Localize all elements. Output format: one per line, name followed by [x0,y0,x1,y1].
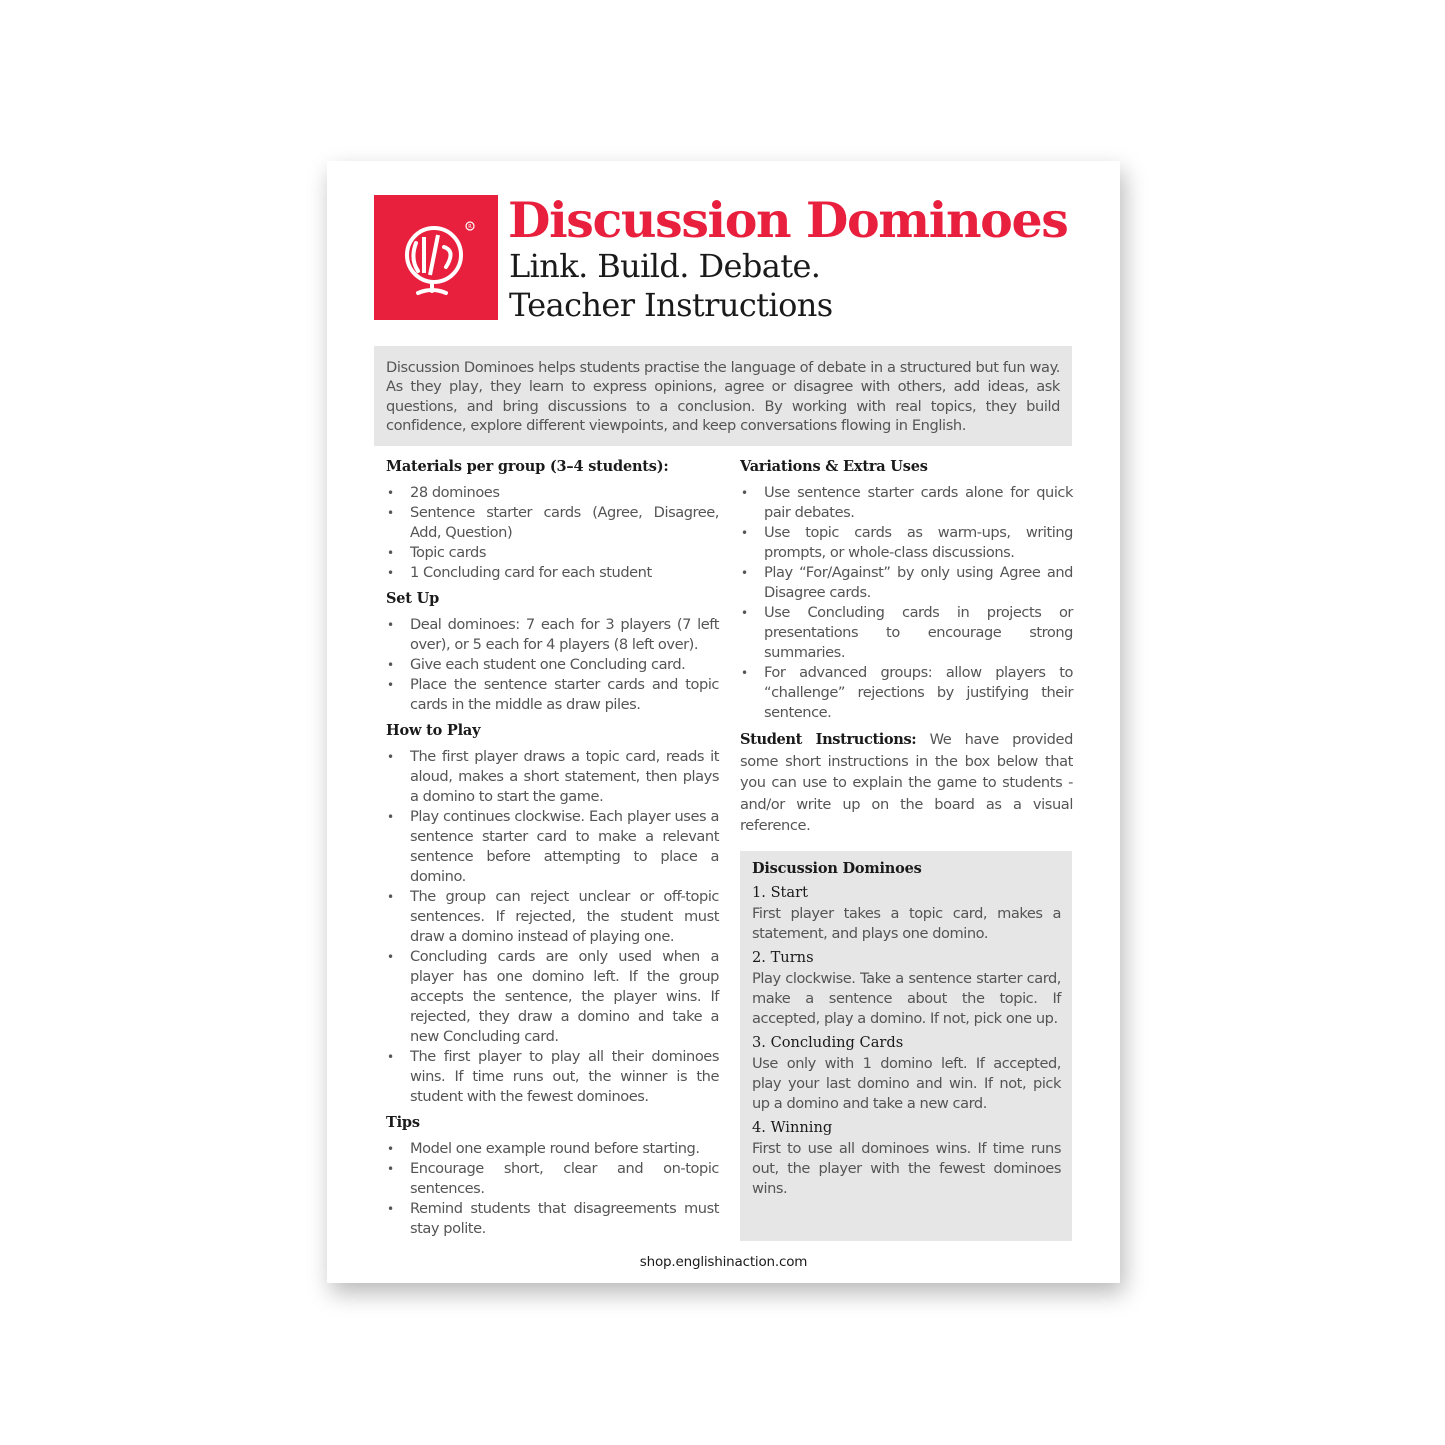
student-instructions-lead: Student Instructions: [740,731,917,748]
box-section-text: Use only with 1 domino left. If accepted, play your last domino and win. If not, pick up a domino and take a new card. [752,1055,1061,1112]
list-item: • Model one example round before starting. [386,1139,719,1159]
svg-text:R: R [468,224,472,230]
list-item: • Topic cards [386,543,719,563]
page-title: Discussion Dominoes [508,191,1068,249]
setup-heading: Set Up [386,590,440,607]
materials-list [386,483,719,583]
list-item: • Place the sentence starter cards and topic cards in the middle as draw piles. [386,675,719,715]
list-item: • The first player to play all their dominoes wins. If time runs out, the winner is the student with the fewest dominoes. [386,1047,719,1107]
student-instructions-text: We have provided some short instructions in the box below that you can use to explain the game to students - and/or write up on the board as a visual reference. [740,731,1073,834]
materials-heading: Materials per group (3–4 students): [386,458,669,475]
list-item: • Use sentence starter cards alone for quick pair debates. [740,483,1073,523]
left-column [386,457,719,1245]
subtitle-doc-type: Teacher Instructions [509,286,833,324]
student-instructions-box [740,851,1072,1241]
list-item: • Sentence starter cards (Agree, Disagree, Add, Question) [386,503,719,543]
box-section-heading: 2. Turns [752,949,814,966]
list-item: • Use topic cards as warm-ups, writing prompts, or whole-class discussions. [740,523,1073,563]
box-section-text: First player takes a topic card, makes a statement, and plays one domino. [752,905,1061,942]
right-column [740,457,1073,837]
box-section-heading: 3. Concluding Cards [752,1034,904,1051]
list-item: • 1 Concluding card for each student [386,563,719,583]
box-title: Discussion Dominoes [752,860,922,877]
list-item: • Play continues clockwise. Each player uses a sentence starter card to make a relevant sentence before attempting to place a domino. [386,807,719,887]
tips-list [386,1139,719,1239]
footer-url[interactable]: shop.englishinaction.com [639,1254,808,1270]
tips-heading: Tips [386,1114,420,1131]
box-section-text: Play clockwise. Take a sentence starter card, make a sentence about the topic. If accepted, play a domino. If not, pick one up. [752,970,1061,1027]
list-item: • The group can reject unclear or off-topic sentences. If rejected, the student must draw a domino instead of playing one. [386,887,719,947]
intro-panel: Discussion Dominoes helps students practise the language of debate in a structured but fun way. As they play, they learn to express opinions, agree or disagree with others, add ideas, ask questions, and bring discussions to a conclusion. By working with real topics, they build confidence, explore different viewpoints, and keep conversations flowing in English. [374,346,1072,446]
list-item: • Remind students that disagreements must stay polite. [386,1199,719,1239]
list-item: • For advanced groups: allow players to “challenge” rejections by justifying their sentence. [740,663,1073,723]
variations-list [740,483,1073,723]
list-item: • Encourage short, clear and on-topic sentences. [386,1159,719,1199]
list-item: • Give each student one Concluding card. [386,655,719,675]
how-to-play-list [386,747,719,1107]
globe-logo-icon [374,195,498,320]
list-item: • Use Concluding cards in projects or presentations to encourage strong summaries. [740,603,1073,663]
student-instructions [740,729,1073,837]
box-section-heading: 4. Winning [752,1119,833,1136]
instruction-sheet [327,161,1120,1283]
setup-list [386,615,719,715]
list-item: • 28 dominoes [386,483,719,503]
brand-logo [374,195,498,320]
subtitle-tagline: Link. Build. Debate. [509,247,821,285]
list-item: • Deal dominoes: 7 each for 3 players (7 left over), or 5 each for 4 players (8 left over). [386,615,719,655]
page-subtitle [509,247,833,325]
list-item: • Concluding cards are only used when a player has one domino left. If the group accepts the sentence, the player wins. If rejected, they draw a domino and take a new Concluding card. [386,947,719,1047]
list-item: • The first player draws a topic card, reads it aloud, makes a short statement, then plays a domino to start the game. [386,747,719,807]
box-section-text: First to use all dominoes wins. If time runs out, the player with the fewest dominoes wins. [752,1140,1061,1197]
box-section-heading: 1. Start [752,884,808,901]
list-item: • Play “For/Against” by only using Agree and Disagree cards. [740,563,1073,603]
variations-heading: Variations & Extra Uses [740,458,928,475]
how-to-play-heading: How to Play [386,722,481,739]
